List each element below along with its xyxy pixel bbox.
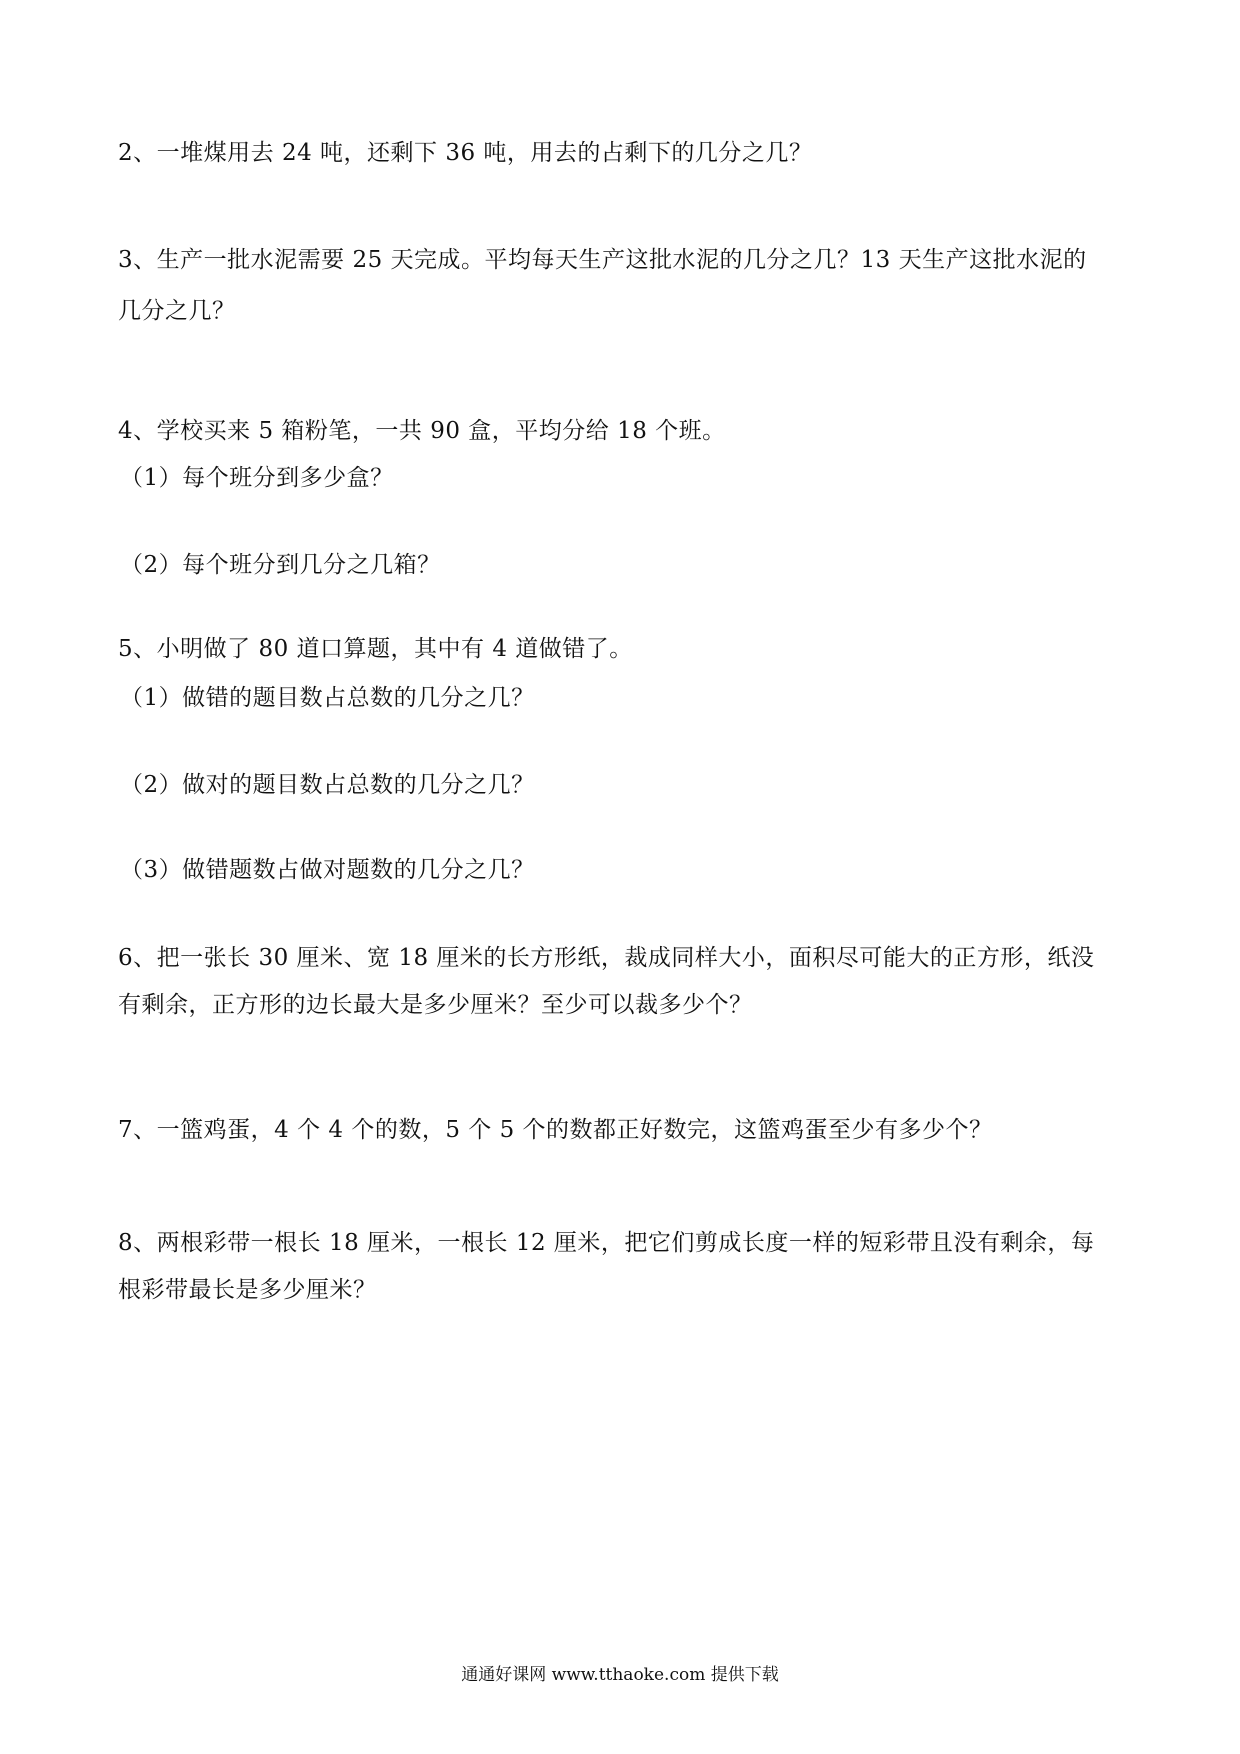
question-2-line-1: 2、一堆煤用去 24 吨，还剩下 36 吨，用去的占剩下的几分之几？ <box>118 140 813 166</box>
question-5-sub-3: （3）做错题数占做对题数的几分之几？ <box>120 857 535 883</box>
question-8-line-2: 根彩带最长是多少厘米？ <box>118 1277 377 1303</box>
question-5-line-1: 5、小明做了 80 道口算题，其中有 4 道做错了。 <box>118 636 633 662</box>
question-7-line-1: 7、一篮鸡蛋，4 个 4 个的数，5 个 5 个的数都正好数完，这篮鸡蛋至少有多少个？ <box>118 1117 993 1143</box>
question-3-line-1: 3、生产一批水泥需要 25 天完成。平均每天生产这批水泥的几分之几？13 天生产这批水泥的 <box>118 247 1087 273</box>
question-3-line-2: 几分之几？ <box>118 298 236 324</box>
question-5-sub-2: （2）做对的题目数占总数的几分之几？ <box>120 772 535 798</box>
question-4-sub-2: （2）每个班分到几分之几箱？ <box>120 552 441 578</box>
question-6-line-2: 有剩余，正方形的边长最大是多少厘米？至少可以裁多少个？ <box>118 992 753 1018</box>
question-8-line-1: 8、两根彩带一根长 18 厘米，一根长 12 厘米，把它们剪成长度一样的短彩带且没有剩余，每 <box>118 1230 1095 1256</box>
page-footer: 通通好课网 www.tthaoke.com 提供下载 <box>461 1665 779 1685</box>
question-4-line-1: 4、学校买来 5 箱粉笔，一共 90 盒，平均分给 18 个班。 <box>118 418 726 444</box>
question-6-line-1: 6、把一张长 30 厘米、宽 18 厘米的长方形纸，裁成同样大小，面积尽可能大的正方形，纸没 <box>118 945 1095 971</box>
question-5-sub-1: （1）做错的题目数占总数的几分之几？ <box>120 685 535 711</box>
question-4-sub-1: （1）每个班分到多少盒？ <box>120 465 394 491</box>
